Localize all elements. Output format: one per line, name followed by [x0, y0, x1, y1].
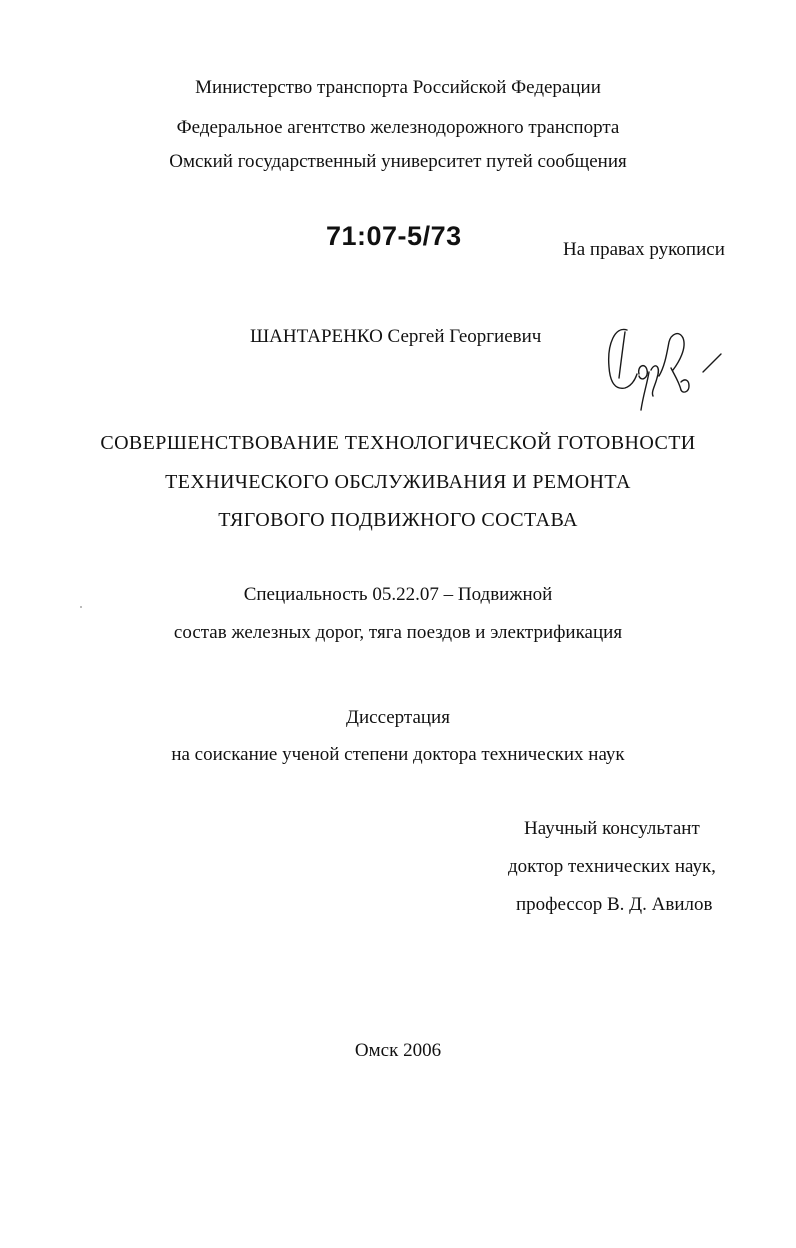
handwritten-signature: [595, 322, 725, 417]
thesis-title-line-1: СОВЕРШЕНСТВОВАНИЕ ТЕХНОЛОГИЧЕСКОЙ ГОТОВНОСТИ: [100, 432, 696, 454]
degree-line: на соискание ученой степени доктора технических наук: [171, 744, 625, 765]
university-line: Омский государственный университет путей сообщения: [169, 151, 627, 172]
agency-line: Федеральное агентство железнодорожного транспорта: [176, 117, 620, 138]
author-name: ШАНТАРЕНКО Сергей Георгиевич: [250, 326, 542, 347]
specialty-line-2: состав железных дорог, тяга поездов и электрификация: [173, 622, 623, 643]
catalog-code: 71:07-5/73: [326, 221, 462, 251]
manuscript-rights-note: На правах рукописи: [563, 239, 725, 260]
ministry-line: Министерство транспорта Российской Федерации: [195, 77, 601, 98]
city-year: Омск 2006: [354, 1040, 442, 1061]
specialty-line-1: Специальность 05.22.07 – Подвижной: [243, 584, 553, 605]
consultant-label: Научный консультант: [524, 818, 700, 839]
thesis-title-line-2: ТЕХНИЧЕСКОГО ОБСЛУЖИВАНИЯ И РЕМОНТА: [165, 471, 631, 493]
thesis-title-line-3: ТЯГОВОГО ПОДВИЖНОГО СОСТАВА: [218, 509, 578, 531]
consultant-name: профессор В. Д. Авилов: [516, 894, 713, 915]
dissertation-label: Диссертация: [346, 707, 450, 728]
consultant-degree: доктор технических наук,: [508, 856, 716, 877]
